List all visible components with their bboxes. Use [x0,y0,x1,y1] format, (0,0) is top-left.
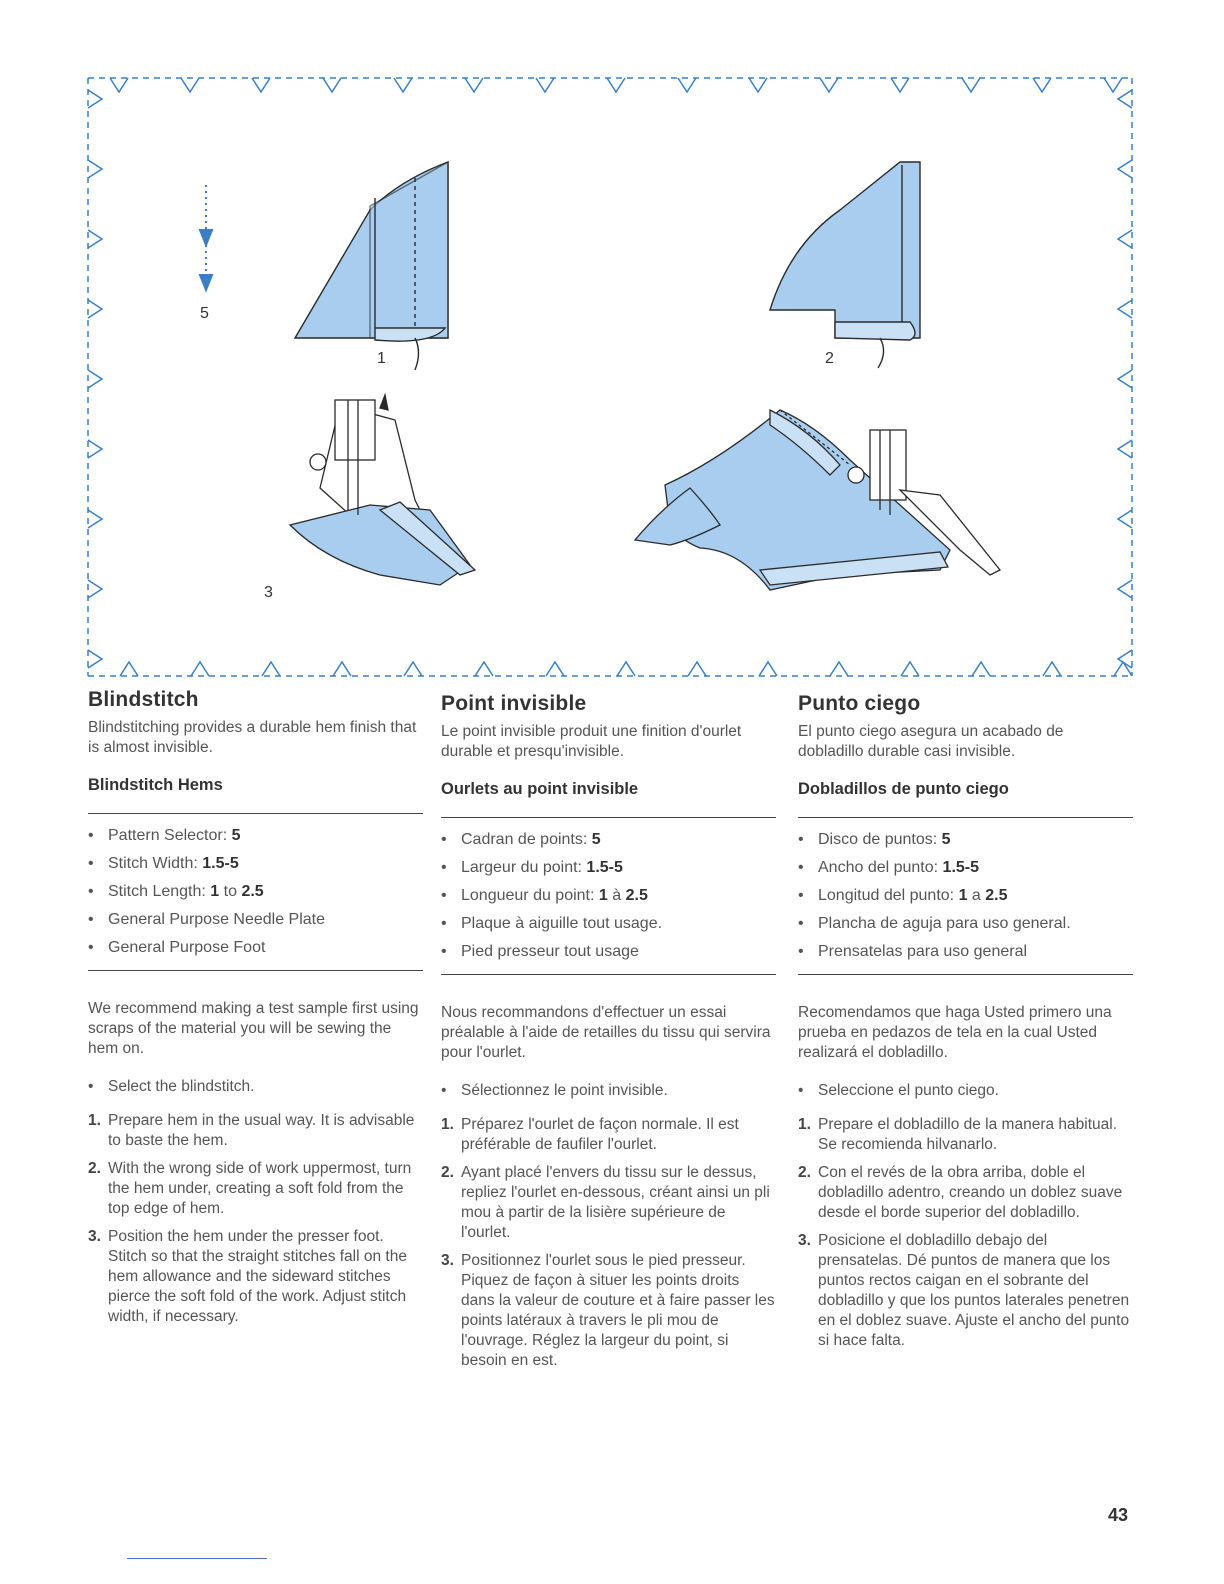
setting-needle-plate: • Plancha de aguja para uso general. [798,910,1133,938]
french-column [441,692,776,1379]
step-item: 2. Ayant placé l'envers du tissu sur le dessus, repliez l'ourlet en-dessous, créant ainsi un pli mou à partir de la lisière supérieure de l'ourlet. [441,1164,770,1241]
english-column [88,688,423,1335]
setting-stitch-length: • Longitud del punto: 1 a 2.5 [798,882,1133,910]
divider [441,817,776,818]
decorative-line [127,1558,267,1559]
step-item: 2. With the wrong side of work uppermost, turn the hem under, creating a soft fold from the top edge of hem. [88,1160,412,1217]
setting-pattern-selector: • Pattern Selector: 5 [88,822,423,850]
recommendation-text: We recommend making a test sample first using scraps of the material you will be sewing the hem on. [88,1000,419,1057]
setting-pattern-selector: • Disco de puntos: 5 [798,826,1133,854]
figure-label-5: 5 [200,305,209,322]
settings-list [441,826,776,966]
subsection-title: Dobladillos de punto ciego [798,780,1009,798]
setting-stitch-length: • Stitch Length: 1 to 2.5 [88,878,423,906]
setting-needle-plate: • Plaque à aiguille tout usage. [441,910,776,938]
setting-foot: • Prensatelas para uso general [798,938,1133,966]
section-title: Blindstitch [88,688,199,711]
step-item: 3. Posicione el dobladillo debajo del prensatelas. Dé puntos de manera que los puntos rectos caigan en el sobrante del dobladillo y que los puntos laterales penetren en el doblez suave. Ajuste el ancho del punto si hace falta. [798,1232,1130,1349]
divider [441,974,776,975]
divider [798,817,1133,818]
step-item: 1. Prepare el dobladillo de la manera habitual. Se recomienda hilvanarlo. [798,1116,1118,1153]
step-item: 3. Position the hem under the presser foot. Stitch so that the straight stitches fall on the hem allowance and the sideward stitches pierce the soft fold of the work. Adjust stitch width, if necessary. [88,1228,407,1325]
recommendation-text: Nous recommandons d'effectuer un essai préalable à l'aide de retailles du tissu qui servira pour l'ourlet. [441,1004,771,1061]
figure-label-1: 1 [377,350,386,367]
step-item: 2. Con el revés de la obra arriba, doble el dobladillo adentro, creando un doblez suave desde el borde superior del dobladillo. [798,1164,1123,1221]
section-title: Point invisible [441,692,587,715]
figure-2-folded-hem [770,162,920,368]
intro-text: Blindstitching provides a durable hem finish that is almost invisible. [88,719,417,756]
divider [88,813,423,814]
recommendation-text: Recomendamos que haga Usted primero una prueba en pedazos de tela en la cual Usted realizará el dobladillo. [798,1004,1112,1061]
setting-pattern-selector: • Cadran de points: 5 [441,826,776,854]
subsection-title: Blindstitch Hems [88,776,223,794]
setting-foot: • General Purpose Foot [88,934,423,962]
divider [798,974,1133,975]
figure-1-folded-hem [295,162,448,370]
intro-text: Le point invisible produit une finition d'ourlet durable et presqu'invisible. [441,723,742,760]
setting-stitch-width: • Ancho del punto: 1.5-5 [798,854,1133,882]
settings-list [798,826,1133,966]
setting-stitch-width: • Stitch Width: 1.5-5 [88,850,423,878]
section-title: Punto ciego [798,692,921,715]
select-instruction: • Sélectionnez le point invisible. [441,1081,776,1101]
setting-needle-plate: • General Purpose Needle Plate [88,906,423,934]
settings-list [88,822,423,962]
select-instruction: • Select the blindstitch. [88,1077,423,1097]
setting-stitch-width: • Largeur du point: 1.5-5 [441,854,776,882]
spanish-column [798,692,1133,1359]
stitch-pattern-icon [200,185,212,290]
figure-label-3: 3 [264,584,273,601]
step-item: 3. Positionnez l'ourlet sous le pied presseur. Piquez de façon à situer les points droits dans la valeur de couture et à faire passer les points latéraux à travers le pli mou de l'ouvrage. Réglez la largeur du point, si besoin en est. [441,1252,775,1369]
blindstitch-border [88,78,1132,676]
figure-3-sewing-hem [290,395,475,585]
figure-4-sewing-garment [635,410,1000,590]
steps-list [441,1115,776,1371]
step-item: 1. Préparez l'ourlet de façon normale. Il est préférable de faufiler l'ourlet. [441,1116,739,1153]
steps-list [88,1111,423,1327]
divider [88,970,423,971]
setting-foot: • Pied presseur tout usage [441,938,776,966]
blindstitch-illustration [80,70,1150,688]
intro-text: El punto ciego asegura un acabado de dobladillo durable casi invisible. [798,723,1064,760]
figure-label-2: 2 [825,350,834,367]
page-number: 43 [1108,1505,1129,1525]
steps-list [798,1115,1133,1351]
subsection-title: Ourlets au point invisible [441,780,639,798]
step-item: 1. Prepare hem in the usual way. It is advisable to baste the hem. [88,1112,415,1149]
select-instruction: • Seleccione el punto ciego. [798,1081,1133,1101]
setting-stitch-length: • Longueur du point: 1 à 2.5 [441,882,776,910]
